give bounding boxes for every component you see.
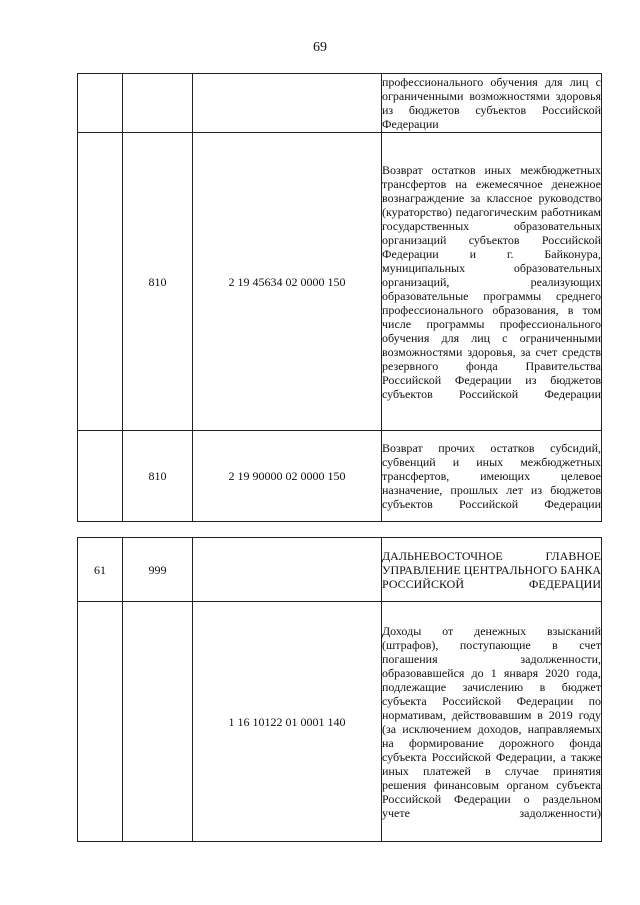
row-number-cell: [78, 133, 123, 431]
kbk-code-cell: 2 19 45634 02 0000 150: [193, 133, 382, 431]
admin-code-cell: [123, 74, 193, 133]
kbk-code-cell: 2 19 90000 02 0000 150: [193, 431, 382, 522]
row-number-cell: 61: [78, 538, 123, 602]
table-row: [78, 538, 602, 602]
description-cell: профессионального обучения для лиц с ограниченными возможностями здоровья из бюджетов субъектов Российской Федерации: [382, 75, 601, 131]
table-row: [78, 74, 602, 133]
kbk-code-cell: 1 16 10122 01 0001 140: [193, 602, 382, 842]
table-row: [78, 431, 602, 522]
description-cell: Доходы от денежных взысканий (штрафов), поступающие в счет погашения задолженности, образовавшейся до 1 января 2020 года, подлежащие зачислению в бюджет субъекта Российской Федерации по нормативам, действовавшим в 2019 году (за исключением доходов, направляемых на формирование дорожного фонда субъекта Российской Федерации, а также иных платежей в случае принятия решения финансовым органом субъекта Российской Федерации о раздельном учете задолженности): [382, 602, 602, 842]
kbk-code-cell: [193, 538, 382, 602]
row-number-cell: [78, 602, 123, 842]
row-number-cell: [78, 431, 123, 522]
table-row: [78, 133, 602, 431]
admin-code-cell: 999: [123, 538, 193, 602]
description-cell: Возврат остатков иных межбюджетных трансфертов на ежемесячное денежное вознаграждение за классное руководство (кураторство) педагогическим работникам государственных образовательных организаций субъектов Российской Федерации и г. Байконура, муниципальных образовательных организаций, реализующих образовательные программы среднего профессионального образования, в том числе программы профессионального обучения для лиц с ограниченными возможностями здоровья, за счет средств резервного фонда Правительства Российской Федерации из бюджетов субъектов Российской Федерации: [382, 133, 602, 431]
kbk-code-cell: [193, 74, 382, 133]
description-cell: Возврат прочих остатков субсидий, субвенций и иных межбюджетных трансфертов, имеющих целевое назначение, прошлых лет из бюджетов субъектов Российской Федерации: [382, 431, 602, 522]
budget-table-section-61: [77, 537, 602, 842]
admin-code-cell: [123, 602, 193, 842]
table-row: [78, 602, 602, 842]
budget-table-continued: [77, 73, 602, 522]
admin-code-cell: 810: [123, 431, 193, 522]
administrator-name-cell: ДАЛЬНЕВОСТОЧНОЕ ГЛАВНОЕ УПРАВЛЕНИЕ ЦЕНТРАЛЬНОГО БАНКА РОССИЙСКОЙ ФЕДЕРАЦИИ: [382, 538, 602, 602]
page-number: 69: [313, 40, 327, 55]
admin-code-cell: 810: [123, 133, 193, 431]
row-number-cell: [78, 74, 123, 133]
